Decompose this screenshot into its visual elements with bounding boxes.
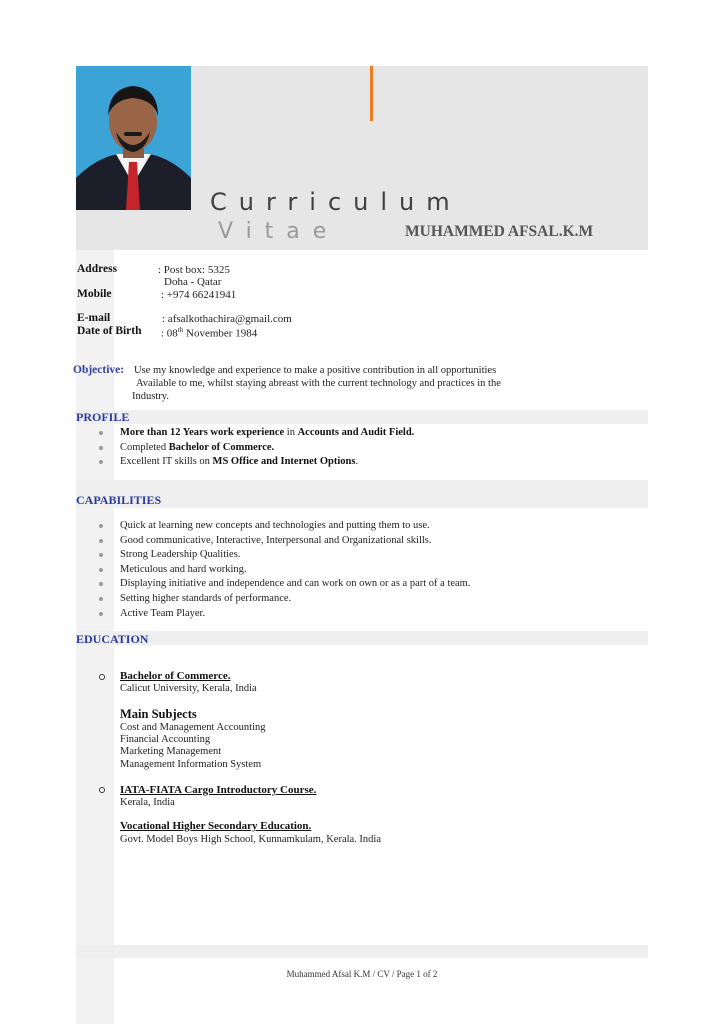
objective-label: Objective: (73, 364, 125, 376)
objective-text (134, 364, 574, 403)
subject-item: Financial Accounting (120, 734, 211, 746)
profile-photo (76, 66, 191, 210)
address-line1: : Post box: 5325 (158, 264, 230, 276)
profile-item-degree: Completed Bachelor of Commerce. (120, 441, 640, 456)
education-bullet (99, 787, 105, 793)
page-footer: Muhammed Afsal K.M / CV / Page 1 of 2 (286, 969, 438, 979)
accent-line (370, 66, 373, 121)
degree-title: Bachelor of Commerce. (120, 670, 231, 682)
iata-course-place: Kerala, India (120, 797, 175, 808)
objective-line3: Industry. (132, 391, 169, 402)
education-bullet (99, 674, 105, 680)
address-label: Address (77, 263, 118, 275)
capability-item: Displaying initiative and independence and can work on own or as a part of a team. (120, 577, 640, 592)
profile-item-experience: More than 12 Years work experience in Accounts and Audit Field. (120, 426, 640, 441)
objective-line2: Available to me, whilst staying abreast with the current technology and practices in the (136, 378, 501, 389)
dob-label: Date of Birth (77, 325, 142, 337)
dob-value: : 08th November 1984 (161, 326, 258, 340)
profile-list (120, 426, 640, 470)
mobile-value: : +974 66241941 (161, 289, 237, 301)
portrait-image (76, 66, 191, 210)
profile-section-bar (76, 410, 648, 424)
capability-item: Quick at learning new concepts and technologies and putting them to use. (120, 519, 640, 534)
capabilities-title: CAPABILITIES (76, 493, 162, 507)
capabilities-section-bar (76, 480, 648, 508)
footer-bar (76, 945, 648, 958)
vhse-school: Govt. Model Boys High School, Kunnamkulam, Kerala. India (120, 834, 382, 845)
email-label: E-mail (77, 312, 111, 324)
profile-item-it-skills: Excellent IT skills on MS Office and Internet Options. (120, 455, 640, 470)
objective-line1: Use my knowledge and experience to make a positive contribution in all opportunities (134, 365, 497, 376)
email-value: : afsalkothachira@gmail.com (162, 313, 292, 325)
capability-item: Strong Leadership Qualities. (120, 548, 640, 563)
capability-item: Meticulous and hard working. (120, 563, 640, 578)
education-section-bar (76, 631, 648, 645)
capability-item: Active Team Player. (120, 607, 640, 622)
subject-item: Marketing Management (120, 746, 222, 758)
vhse-title: Vocational Higher Secondary Education. (120, 820, 312, 832)
education-title: EDUCATION (76, 632, 149, 646)
subjects-list (120, 722, 266, 771)
degree-school: Calicut University, Kerala, India (120, 683, 257, 694)
cv-title-vitae: Vitae (218, 219, 340, 244)
subject-item: Cost and Management Accounting (120, 722, 266, 733)
address-line2: Doha - Qatar (164, 276, 222, 288)
mobile-label: Mobile (77, 288, 112, 300)
cv-title-curriculum: Curriculum (210, 188, 462, 216)
subject-item: Management Information System (120, 758, 262, 770)
iata-course-title: IATA-FIATA Cargo Introductory Course. (120, 784, 317, 796)
main-subjects-heading: Main Subjects (120, 707, 197, 721)
profile-title: PROFILE (76, 410, 130, 424)
capability-item: Good communicative, Interactive, Interpersonal and Organizational skills. (120, 534, 640, 549)
capability-item: Setting higher standards of performance. (120, 592, 640, 607)
candidate-name: MUHAMMED AFSAL.K.M (405, 223, 594, 240)
capabilities-list (120, 519, 640, 621)
